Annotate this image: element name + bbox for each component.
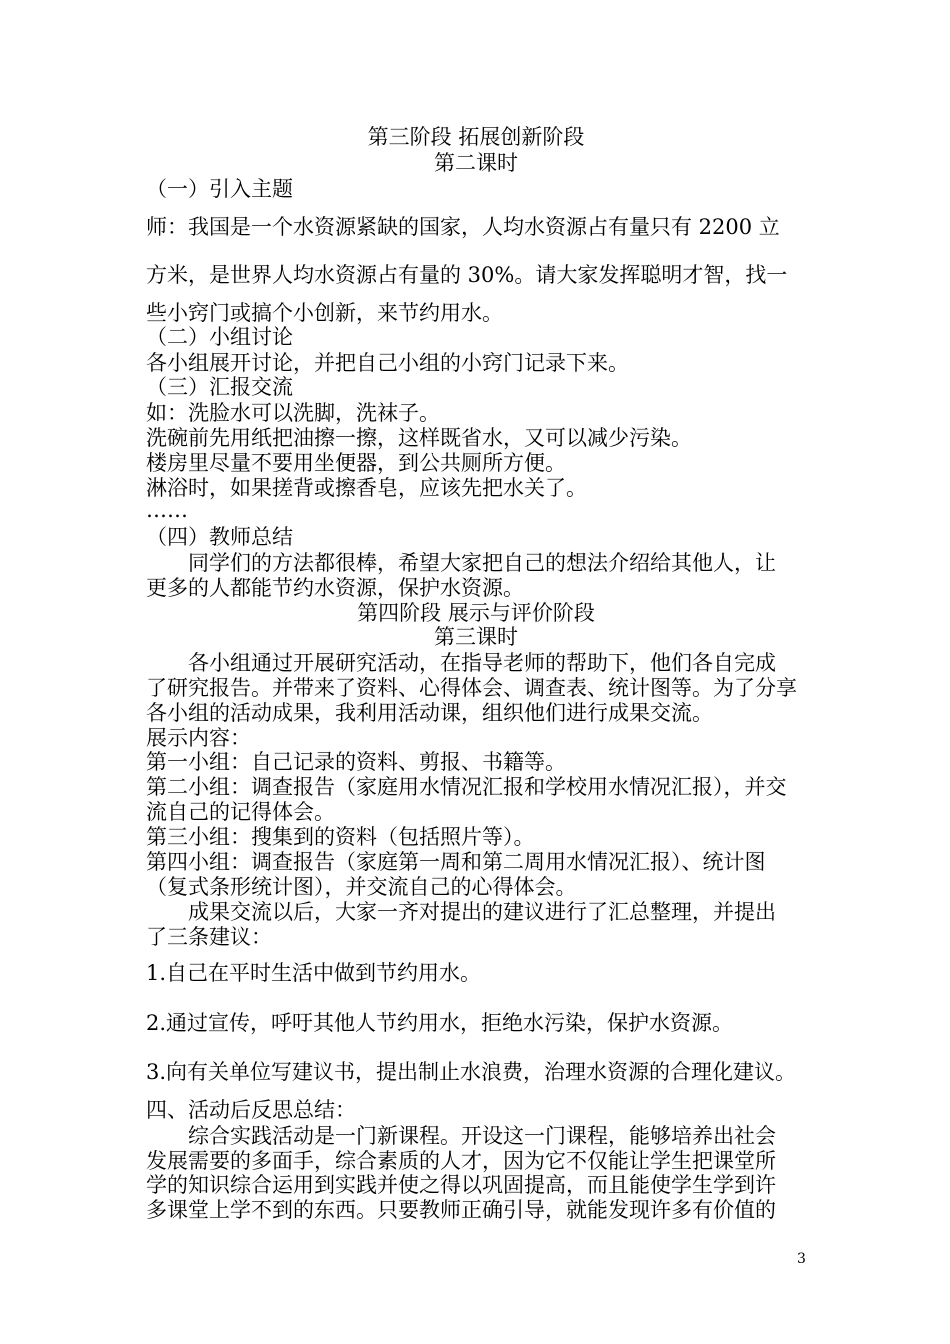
paragraph-line: 楼房里尽量不要用坐便器，到公共厕所方便。: [146, 451, 566, 475]
paragraph-line: 淋浴时，如果搓背或擦香皂，应该先把水关了。: [146, 476, 587, 500]
lesson-three-heading: 第三课时: [434, 625, 518, 649]
paragraph-line: 了三条建议：: [146, 925, 272, 949]
paragraph-line: 如：洗脸水可以洗脚，洗袜子。: [146, 401, 440, 425]
paragraph-line: 洗碗前先用纸把油擦一擦，这样既省水，又可以减少污染。: [146, 426, 692, 450]
suggestion-item: 1.自己在平时生活中做到节约用水。: [146, 961, 482, 985]
paragraph-line: 师：我国是一个水资源紧缺的国家，人均水资源占有量只有 2200 立: [146, 215, 780, 239]
suggestion-item: 2.通过宣传，呼吁其他人节约用水，拒绝水污染，保护水资源。: [146, 1011, 734, 1035]
paragraph-line: 第三小组：搜集到的资料（包括照片等）。: [146, 825, 535, 849]
paragraph-line: 方米，是世界人均水资源占有量的 30%。请大家发挥聪明才智，找一: [146, 263, 788, 287]
paragraph-line: （复式条形统计图），并交流自己的心得体会。: [146, 875, 577, 899]
paragraph-line: 成果交流以后，大家一齐对提出的建议进行了汇总整理，并提出: [188, 900, 776, 924]
paragraph-line: 各小组展开讨论，并把自己小组的小窍门记录下来。: [146, 351, 629, 375]
paragraph-line: 各小组通过开展研究活动，在指导老师的帮助下，他们各自完成: [188, 651, 776, 675]
section-heading: （一）引入主题: [146, 177, 293, 201]
stage-three-heading: 第三阶段 拓展创新阶段: [367, 125, 585, 149]
paragraph-line: 各小组的活动成果，我利用活动课，组织他们进行成果交流。: [146, 701, 713, 725]
paragraph-line: 第一小组：自己记录的资料、剪报、书籍等。: [146, 750, 566, 774]
lesson-two-heading: 第二课时: [434, 151, 518, 175]
paragraph-line: 学的知识综合运用到实践并使之得以巩固提高，而且能使学生学到许: [146, 1173, 776, 1197]
paragraph-line: 流自己的记得体会。: [146, 800, 335, 824]
paragraph-line: 多课堂上学不到的东西。只要教师正确引导，就能发现许多有价值的: [146, 1198, 776, 1222]
paragraph-line: 第二小组：调查报告（家庭用水情况汇报和学校用水情况汇报），并交: [146, 775, 787, 799]
section-heading: （二）小组讨论: [146, 325, 293, 349]
paragraph-line: 了研究报告。并带来了资料、心得体会、调查表、统计图等。为了分享: [146, 676, 797, 700]
ellipsis: ……: [146, 498, 188, 522]
section-heading: 四、活动后反思总结：: [146, 1098, 356, 1122]
suggestion-item: 3.向有关单位写建议书，提出制止水浪费，治理水资源的合理化建议。: [146, 1060, 797, 1084]
paragraph-line: 些小窍门或搞个小创新，来节约用水。: [146, 301, 503, 325]
paragraph-line: 展示内容：: [146, 726, 251, 750]
stage-four-heading: 第四阶段 展示与评价阶段: [357, 601, 595, 625]
page-number: 3: [797, 1251, 806, 1267]
section-heading: （四）教师总结: [146, 525, 293, 549]
paragraph-line: 综合实践活动是一门新课程。开设这一门课程，能够培养出社会: [188, 1124, 776, 1148]
section-heading: （三）汇报交流: [146, 375, 293, 399]
paragraph-line: 第四小组：调查报告（家庭第一周和第二周用水情况汇报）、统计图: [146, 850, 766, 874]
paragraph-line: 更多的人都能节约水资源，保护水资源。: [146, 576, 524, 600]
paragraph-line: 同学们的方法都很棒，希望大家把自己的想法介绍给其他人，让: [188, 551, 776, 575]
paragraph-line: 发展需要的多面手，综合素质的人才，因为它不仅能让学生把课堂所: [146, 1149, 776, 1173]
